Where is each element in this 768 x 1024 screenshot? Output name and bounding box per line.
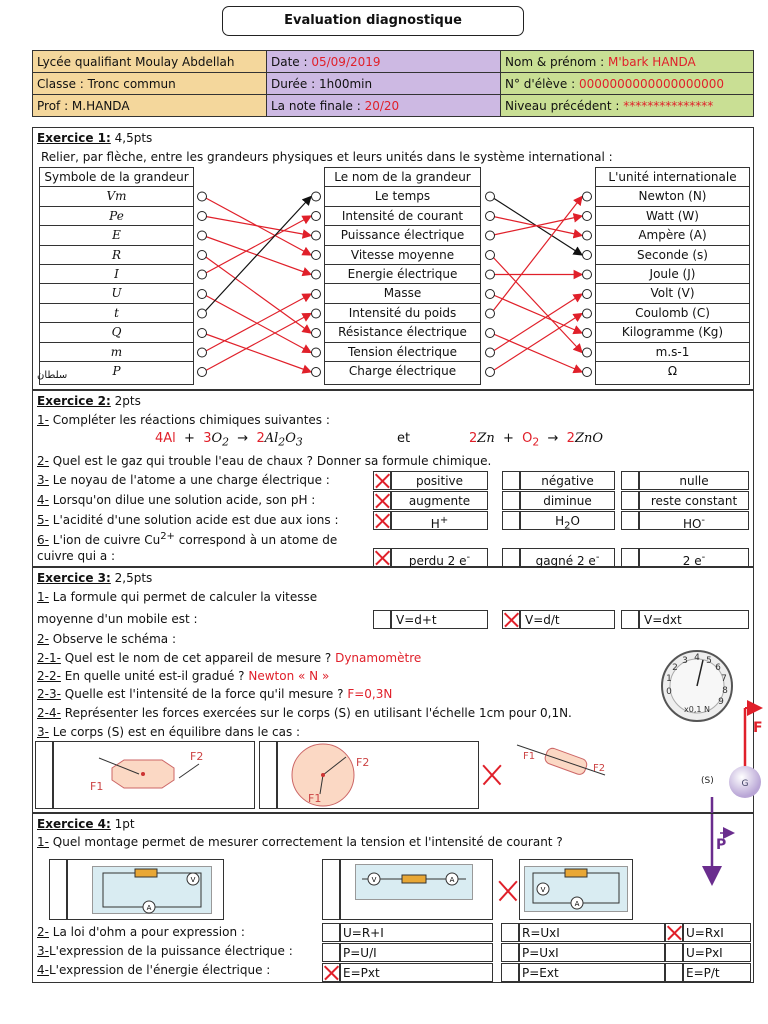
svg-text:A: A	[574, 900, 580, 908]
match-dot[interactable]	[312, 251, 321, 260]
match-dot[interactable]	[486, 231, 495, 240]
choice-option: H+	[391, 511, 488, 530]
unit-item: Ω	[667, 363, 678, 378]
match-dot[interactable]	[312, 231, 321, 240]
ex2-q3: 3- Le noyau de l'atome a une charge électrique :	[37, 473, 330, 487]
match-arrow	[203, 216, 311, 275]
unit-item: Joule (J)	[596, 265, 749, 284]
name-item: Energie électrique	[325, 265, 480, 284]
circuit-diagram	[355, 864, 473, 900]
choice-option: V=dxt	[639, 610, 749, 629]
choice-checkbox[interactable]	[501, 963, 519, 982]
choice-checkbox[interactable]	[322, 923, 340, 942]
match-dot[interactable]	[198, 368, 207, 377]
unit-item: Seconde (s)	[596, 246, 749, 265]
ex3-q1: 1- La formule qui permet de calculer la vitesse	[37, 590, 318, 604]
match-dot[interactable]	[583, 329, 592, 338]
match-dot[interactable]	[486, 329, 495, 338]
match-dot[interactable]	[312, 290, 321, 299]
student-no-cell: N° d'élève : 0000000000000000000	[501, 73, 754, 95]
match-dot[interactable]	[312, 348, 321, 357]
ex4-q4: 4-L'expression de l'énergie électrique :	[37, 963, 271, 977]
match-dot[interactable]	[312, 212, 321, 221]
choice-checkbox[interactable]	[621, 471, 639, 490]
match-dot[interactable]	[486, 309, 495, 318]
ex3-q22: 2-2- En quelle unité est-il gradué ? Newton « N »	[37, 669, 330, 683]
circuit-option-1	[67, 859, 224, 920]
ex1-instruction: Relier, par flèche, entre les grandeurs physiques et leurs unités dans le système international :	[41, 150, 613, 164]
name-item: Vitesse moyenne	[325, 246, 480, 265]
header-table	[32, 50, 754, 117]
choice-checkbox[interactable]	[373, 548, 391, 567]
choice-checkbox[interactable]	[35, 741, 53, 809]
symbol-item: Vm	[40, 187, 193, 206]
dynamometer-diagram	[655, 648, 763, 813]
choice-checkbox[interactable]	[665, 923, 683, 942]
match-dot[interactable]	[583, 309, 592, 318]
match-dot[interactable]	[486, 251, 495, 260]
choice-checkbox[interactable]	[621, 491, 639, 510]
match-dot[interactable]	[583, 348, 592, 357]
exercise-3	[32, 567, 763, 813]
name-item: Puissance électrique	[325, 226, 480, 245]
choice-checkbox[interactable]	[501, 923, 519, 942]
svg-text:A: A	[449, 876, 455, 884]
choice-option: V=d/t	[520, 610, 615, 629]
svg-text:F1: F1	[523, 751, 536, 762]
ex3-q3: 3- Le corps (S) est en équilibre dans le cas :	[37, 725, 301, 739]
signature: سلطان	[37, 370, 68, 381]
match-dot[interactable]	[312, 368, 321, 377]
symbol-item: t	[40, 304, 193, 323]
equation-2: $2Zn + O_2 \to 2ZnO$	[469, 431, 604, 449]
match-arrow	[203, 255, 311, 333]
match-dot[interactable]	[198, 329, 207, 338]
unit-item: Coulomb (C)	[596, 304, 749, 323]
match-dot[interactable]	[583, 368, 592, 377]
symbol-item: Q	[40, 323, 193, 342]
match-dot[interactable]	[583, 290, 592, 299]
forces-diagram-3	[505, 741, 651, 807]
unit-item: Newton (N)	[596, 187, 749, 206]
choice-checkbox[interactable]	[259, 741, 277, 809]
ex4-q1: 1- Quel montage permet de mesurer correctement la tension et l'intensité de courant ?	[37, 835, 563, 849]
match-dot[interactable]	[198, 192, 207, 201]
name-header: Le nom de la grandeur	[325, 168, 480, 187]
svg-text:4: 4	[694, 653, 700, 663]
svg-text:0: 0	[666, 687, 672, 697]
choice-option: perdu 2 e-	[391, 548, 488, 567]
match-dot[interactable]	[486, 348, 495, 357]
svg-text:1: 1	[666, 674, 672, 684]
name-item: Charge électrique	[348, 363, 457, 378]
exercise-1	[32, 127, 754, 390]
ex3-heading: Exercice 3: 2,5pts	[37, 571, 153, 585]
choice-checkbox[interactable]	[621, 610, 639, 629]
svg-text:V: V	[371, 876, 377, 884]
match-dot[interactable]	[486, 192, 495, 201]
choice-option: diminue	[520, 491, 615, 510]
match-arrow	[203, 333, 311, 372]
match-dot[interactable]	[198, 251, 207, 260]
forces-diagram-1	[54, 742, 254, 808]
figure-case-1	[53, 741, 255, 809]
duration-cell: Durée : 1h00min	[267, 73, 501, 95]
match-dot[interactable]	[583, 251, 592, 260]
figure-case-2	[277, 741, 479, 809]
page-title: Evaluation diagnostique	[222, 6, 524, 36]
choice-checkbox[interactable]	[665, 963, 683, 982]
choice-checkbox[interactable]	[621, 511, 639, 530]
unit-item: Kilogramme (Kg)	[596, 323, 749, 342]
exercise-2	[32, 390, 754, 567]
choice-checkbox[interactable]	[49, 859, 67, 920]
school-cell: Lycée qualifiant Moulay Abdellah	[33, 51, 267, 73]
match-dot[interactable]	[312, 192, 321, 201]
svg-text:6: 6	[715, 663, 721, 673]
class-cell: Classe : Tronc commun	[33, 73, 267, 95]
exercise-4	[32, 813, 754, 983]
choice-option: R=UxI	[519, 923, 665, 942]
match-dot[interactable]	[583, 212, 592, 221]
choice-checkbox[interactable]	[322, 943, 340, 962]
svg-text:F1: F1	[308, 792, 322, 805]
symbol-header: Symbole de la grandeur	[40, 168, 193, 187]
choice-option: négative	[520, 471, 615, 490]
choice-option: HO-	[639, 511, 749, 530]
match-dot[interactable]	[198, 348, 207, 357]
symbol-item: I	[40, 265, 193, 284]
match-arrow	[491, 255, 582, 353]
choice-checkbox[interactable]	[322, 859, 340, 920]
ex2-q2: 2- Quel est le gaz qui trouble l'eau de chaux ? Donner sa formule chimique.	[37, 454, 492, 468]
match-dot[interactable]	[583, 192, 592, 201]
match-dot[interactable]	[312, 270, 321, 279]
choice-option: U=RxI	[683, 923, 751, 942]
name-item: Le temps	[325, 187, 480, 206]
match-dot[interactable]	[486, 270, 495, 279]
choice-checkbox[interactable]	[373, 511, 391, 530]
unit-item: Volt (V)	[596, 284, 749, 303]
ex3-q1-cont: moyenne d'un mobile est :	[37, 612, 198, 626]
svg-text:5: 5	[706, 656, 712, 666]
choice-option: gagné 2 e-	[520, 548, 615, 567]
ex3-q24: 2-4- Représenter les forces exercées sur le corps (S) en utilisant l'échelle 1cm pour 0,1N.	[37, 706, 572, 720]
name-cell: Nom & prénom : M'bark HANDA	[501, 51, 754, 73]
grade-cell: La note finale : 20/20	[267, 95, 501, 117]
svg-text:V: V	[540, 886, 546, 894]
svg-text:9: 9	[718, 697, 724, 707]
choice-checkbox[interactable]	[373, 471, 391, 490]
match-arrow	[203, 197, 311, 314]
match-dot[interactable]	[312, 329, 321, 338]
choice-option: nulle	[639, 471, 749, 490]
choice-option: U=PxI	[683, 943, 751, 962]
circuit-diagram	[524, 866, 628, 912]
name-item: Résistance électrique	[325, 323, 480, 342]
dial-unit: x0,1 N	[684, 705, 710, 714]
choice-checkbox[interactable]	[373, 610, 391, 629]
circuit-option-3	[519, 859, 633, 920]
body-label: (S)	[701, 776, 714, 786]
match-arrow	[203, 314, 311, 373]
choice-checkbox[interactable]	[502, 511, 520, 530]
unit-item: Watt (W)	[596, 207, 749, 226]
f2-label: F2	[190, 750, 204, 763]
match-dot[interactable]	[583, 270, 592, 279]
symbol-item: R	[40, 246, 193, 265]
ex3-q21: 2-1- Quel est le nom de cet appareil de mesure ? Dynamomètre	[37, 651, 422, 665]
symbol-item: Pe	[40, 207, 193, 226]
selected-mark	[481, 764, 503, 786]
match-dot[interactable]	[486, 290, 495, 299]
choice-checkbox[interactable]	[665, 943, 683, 962]
ex1-heading: Exercice 1: 4,5pts	[37, 131, 153, 145]
svg-text:F2: F2	[356, 756, 370, 769]
match-dot[interactable]	[198, 290, 207, 299]
body-center-label: G	[741, 779, 749, 789]
choice-checkbox[interactable]	[502, 610, 520, 629]
match-dot[interactable]	[198, 231, 207, 240]
name-item: Masse	[325, 284, 480, 303]
equation-separator: et	[397, 431, 411, 446]
date-cell: Date : 05/09/2019	[267, 51, 501, 73]
svg-text:A: A	[146, 904, 152, 912]
match-dot[interactable]	[198, 212, 207, 221]
svg-text:8: 8	[722, 686, 728, 696]
match-arrow	[203, 216, 311, 236]
symbol-item: P	[112, 363, 121, 378]
level-cell: Niveau précédent : ***************	[501, 95, 754, 117]
choice-checkbox[interactable]	[621, 548, 639, 567]
match-arrow	[491, 314, 582, 373]
choice-option: 2 e-	[639, 548, 749, 567]
ex3-q23: 2-3- Quelle est l'intensité de la force qu'il mesure ? F=0,3N	[37, 687, 393, 701]
ex2-q4: 4- Lorsqu'on dilue une solution acide, son pH :	[37, 493, 316, 507]
svg-text:2: 2	[672, 663, 678, 673]
figure-case-3	[505, 741, 653, 809]
choice-checkbox[interactable]	[502, 548, 520, 567]
choice-option: E=Pxt	[340, 963, 493, 982]
svg-text:F2: F2	[593, 763, 606, 774]
choice-checkbox[interactable]	[501, 943, 519, 962]
choice-option: $H_2O$	[520, 511, 615, 530]
choice-checkbox[interactable]	[502, 471, 520, 490]
match-arrow	[491, 294, 582, 353]
ex2-q6-cont: cuivre qui a :	[37, 549, 116, 563]
ex4-q2: 2- La loi d'ohm a pour expression :	[37, 925, 245, 939]
circuit-diagram	[92, 866, 212, 914]
match-arrow	[491, 197, 582, 314]
ex2-q5: 5- L'acidité d'une solution acide est due aux ions :	[37, 513, 339, 527]
unit-item: m.s-1	[596, 343, 749, 362]
force-label: F	[753, 720, 763, 736]
svg-text:7: 7	[721, 674, 727, 684]
forces-diagram-2	[278, 742, 478, 808]
match-dot[interactable]	[198, 270, 207, 279]
ex4-heading: Exercice 4: 1pt	[37, 817, 135, 831]
unit-header: L'unité internationale	[596, 168, 749, 187]
symbol-item: m	[40, 343, 193, 362]
teacher-cell: Prof : M.HANDA	[33, 95, 267, 117]
choice-option: P=U/I	[340, 943, 493, 962]
match-dot[interactable]	[486, 368, 495, 377]
choice-checkbox[interactable]	[502, 491, 520, 510]
unit-item: Ampère (A)	[596, 226, 749, 245]
match-dot[interactable]	[486, 212, 495, 221]
svg-text:3: 3	[682, 656, 688, 666]
name-item: Intensité du poids	[325, 304, 480, 323]
match-arrow	[491, 294, 582, 333]
circuit-option-2	[340, 859, 493, 920]
f1-label: F1	[90, 780, 104, 793]
ex2-heading: Exercice 2: 2pts	[37, 394, 141, 408]
choice-option: E=P/t	[683, 963, 751, 982]
choice-option: U=R+I	[340, 923, 493, 942]
choice-option: positive	[391, 471, 488, 490]
ex2-q6: 6- L'ion de cuivre $Cu^{2+}$ correspond à un atome de	[37, 531, 338, 547]
matching-arrows	[33, 128, 753, 390]
name-item: Intensité de courant	[325, 207, 480, 226]
selected-mark	[497, 880, 519, 902]
ex2-q1: 1- Compléter les réactions chimiques suivantes :	[37, 413, 330, 427]
ex4-q3: 3-L'expression de la puissance électrique :	[37, 944, 293, 958]
choice-option: P=Ext	[519, 963, 665, 982]
symbol-item: U	[40, 284, 193, 303]
match-dot[interactable]	[198, 309, 207, 318]
weight-label: P	[716, 837, 727, 853]
symbol-item: E	[40, 226, 193, 245]
ex3-q2: 2- Observe le schéma :	[37, 632, 176, 646]
match-dot[interactable]	[583, 231, 592, 240]
svg-text:V: V	[190, 876, 196, 884]
equation-1: $4Al + 3O_2 \to 2Al_2O_3$	[155, 431, 303, 449]
name-item: Tension électrique	[325, 343, 480, 362]
match-arrow	[491, 333, 582, 372]
choice-option: V=d+t	[391, 610, 488, 629]
choice-checkbox[interactable]	[373, 491, 391, 510]
choice-option: augmente	[391, 491, 488, 510]
choice-checkbox[interactable]	[322, 963, 340, 982]
match-dot[interactable]	[312, 309, 321, 318]
choice-option: P=UxI	[519, 943, 665, 962]
choice-option: reste constant	[639, 491, 749, 510]
